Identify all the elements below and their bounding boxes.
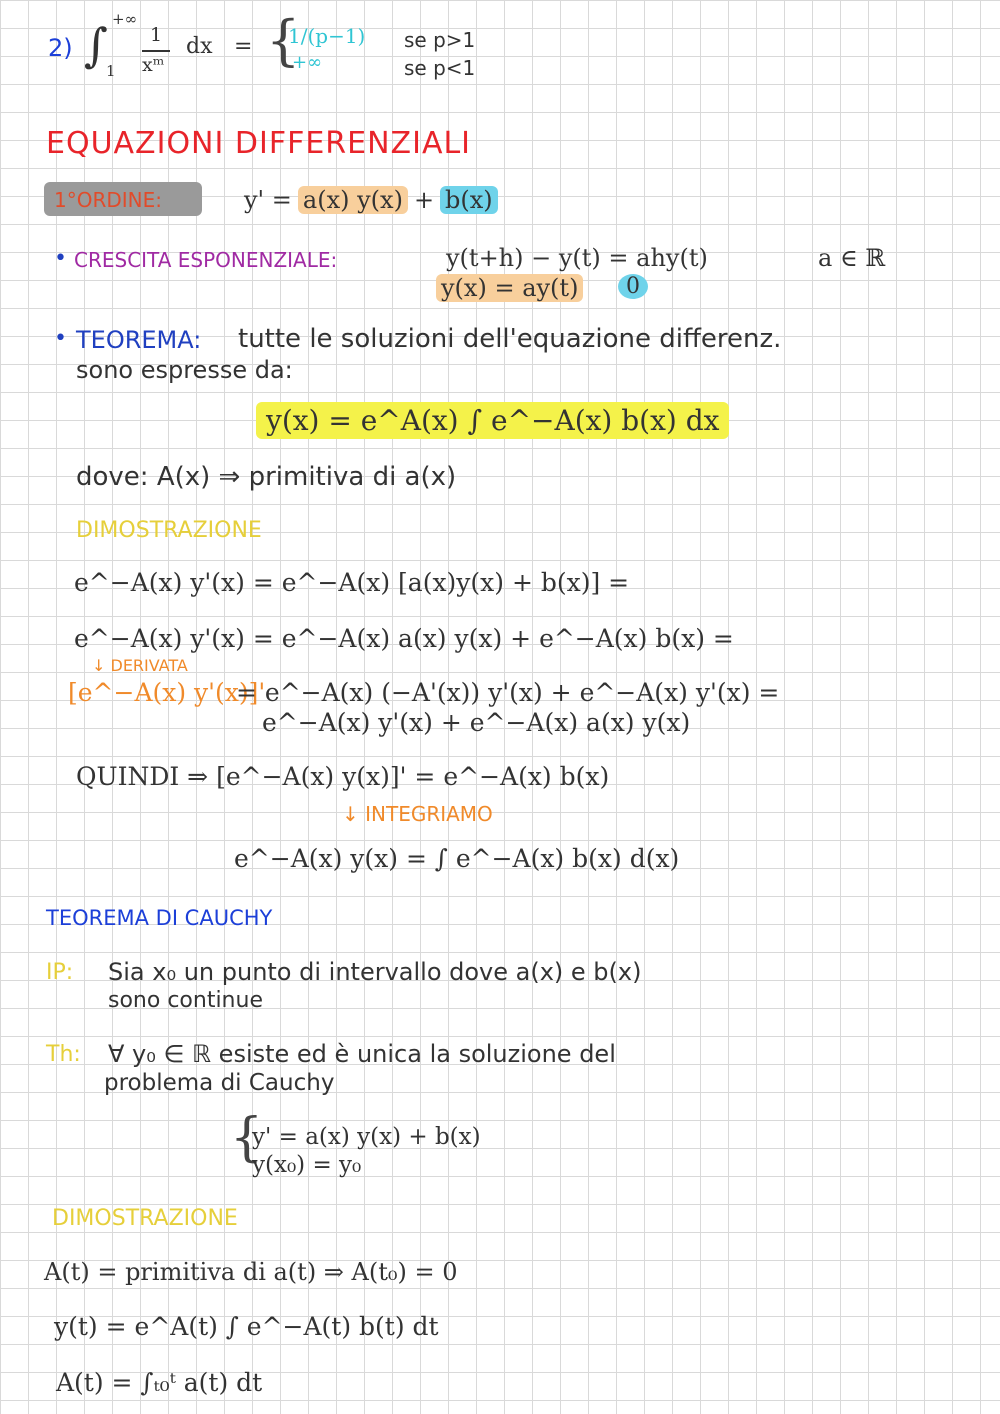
case1-condition: se p>1 xyxy=(404,28,476,52)
cauchy-system-line1: y' = a(x) y(x) + b(x) xyxy=(252,1124,481,1150)
fraction-denominator: xᵐ xyxy=(142,54,165,76)
proof1-line3-left: [e^−A(x) y'(x)]' xyxy=(68,678,266,707)
cauchy-system-line2: y(x₀) = y₀ xyxy=(252,1152,362,1178)
proof1-line4: e^−A(x) y'(x) + e^−A(x) a(x) y(x) xyxy=(262,708,691,737)
integral-lower-limit: 1 xyxy=(106,62,116,80)
proof1-line2: e^−A(x) y'(x) = e^−A(x) a(x) y(x) + e^−A(x) b(x) = xyxy=(74,624,734,653)
equals-sign: = xyxy=(234,34,253,59)
exponential-eq2: y(x) = ay(t) xyxy=(436,274,583,302)
proof1-line3-right: = e^−A(x) (−A'(x)) y'(x) + e^−A(x) y'(x) = xyxy=(236,678,780,707)
case2-value: +∞ xyxy=(292,52,323,73)
theorem-text-line2: sono espresse da: xyxy=(76,356,293,384)
bullet-dot: • xyxy=(54,246,67,271)
proof2-heading: DIMOSTRAZIONE xyxy=(52,1206,238,1231)
first-order-plus: + xyxy=(413,186,435,214)
proof1-derivata-note: ↓ DERIVATA xyxy=(92,656,188,675)
proof1-heading: DIMOSTRAZIONE xyxy=(76,518,262,543)
first-order-a-term: a(x) y(x) xyxy=(298,186,408,214)
cauchy-th-line2: problema di Cauchy xyxy=(104,1070,335,1096)
case1-value: 1/(p−1) xyxy=(288,24,366,48)
proof1-integriamo-note: ↓ INTEGRIAMO xyxy=(342,802,493,826)
theorem-label: TEOREMA: xyxy=(76,326,202,354)
cauchy-th-label: Th: xyxy=(46,1042,81,1067)
cauchy-ip-line1: Sia x₀ un punto di intervallo dove a(x) e b(x) xyxy=(108,958,642,986)
page-title: EQUAZIONI DIFFERENZIALI xyxy=(46,126,472,161)
cauchy-title: TEOREMA DI CAUCHY xyxy=(46,906,273,930)
proof2-line1: A(t) = primitiva di a(t) ⇒ A(t₀) = 0 xyxy=(44,1258,458,1286)
cauchy-th-line1: ∀ y₀ ∈ ℝ esiste ed è unica la soluzione del xyxy=(108,1040,616,1068)
proof2-line3: A(t) = ∫ₜ₀ᵗ a(t) dt xyxy=(56,1368,263,1397)
exponential-zero: 0 xyxy=(618,274,648,299)
dx-symbol: dx xyxy=(186,34,213,59)
integral-sign: ∫ xyxy=(84,18,108,72)
exponential-eq1: y(t+h) − y(t) = ahy(t) xyxy=(446,244,708,272)
proof1-result: e^−A(x) y(x) = ∫ e^−A(x) b(x) d(x) xyxy=(234,844,680,873)
cauchy-ip-line2: sono continue xyxy=(108,988,263,1013)
bullet-dot: • xyxy=(54,326,67,351)
integral-upper-limit: +∞ xyxy=(112,10,138,28)
cauchy-system-brace: { xyxy=(230,1108,264,1168)
item-number: 2) xyxy=(48,34,73,62)
first-order-tag: 1°ORDINE: xyxy=(54,188,162,212)
case2-condition: se p<1 xyxy=(404,56,476,80)
first-order-lhs: y' = xyxy=(244,186,292,214)
theorem-where: dove: A(x) ⇒ primitiva di a(x) xyxy=(76,462,457,492)
theorem-text-line1: tutte le soluzioni dell'equazione differenz. xyxy=(238,324,782,354)
first-order-b-term: b(x) xyxy=(440,186,498,214)
cauchy-ip-label: IP: xyxy=(46,960,74,985)
proof2-line2: y(t) = e^A(t) ∫ e^−A(t) b(t) dt xyxy=(54,1312,439,1341)
exponential-domain: a ∈ ℝ xyxy=(818,244,886,272)
cases-brace: { xyxy=(266,9,301,72)
proof1-quindi: QUINDI ⇒ [e^−A(x) y(x)]' = e^−A(x) b(x) xyxy=(76,762,610,791)
exponential-label: CRESCITA ESPONENZIALE: xyxy=(74,248,338,272)
theorem-formula: y(x) = e^A(x) ∫ e^−A(x) b(x) dx xyxy=(256,402,729,439)
fraction-bar xyxy=(142,50,170,52)
fraction-numerator: 1 xyxy=(150,24,163,46)
first-order-equation xyxy=(244,186,498,214)
proof1-line1: e^−A(x) y'(x) = e^−A(x) [a(x)y(x) + b(x)] = xyxy=(74,568,630,597)
